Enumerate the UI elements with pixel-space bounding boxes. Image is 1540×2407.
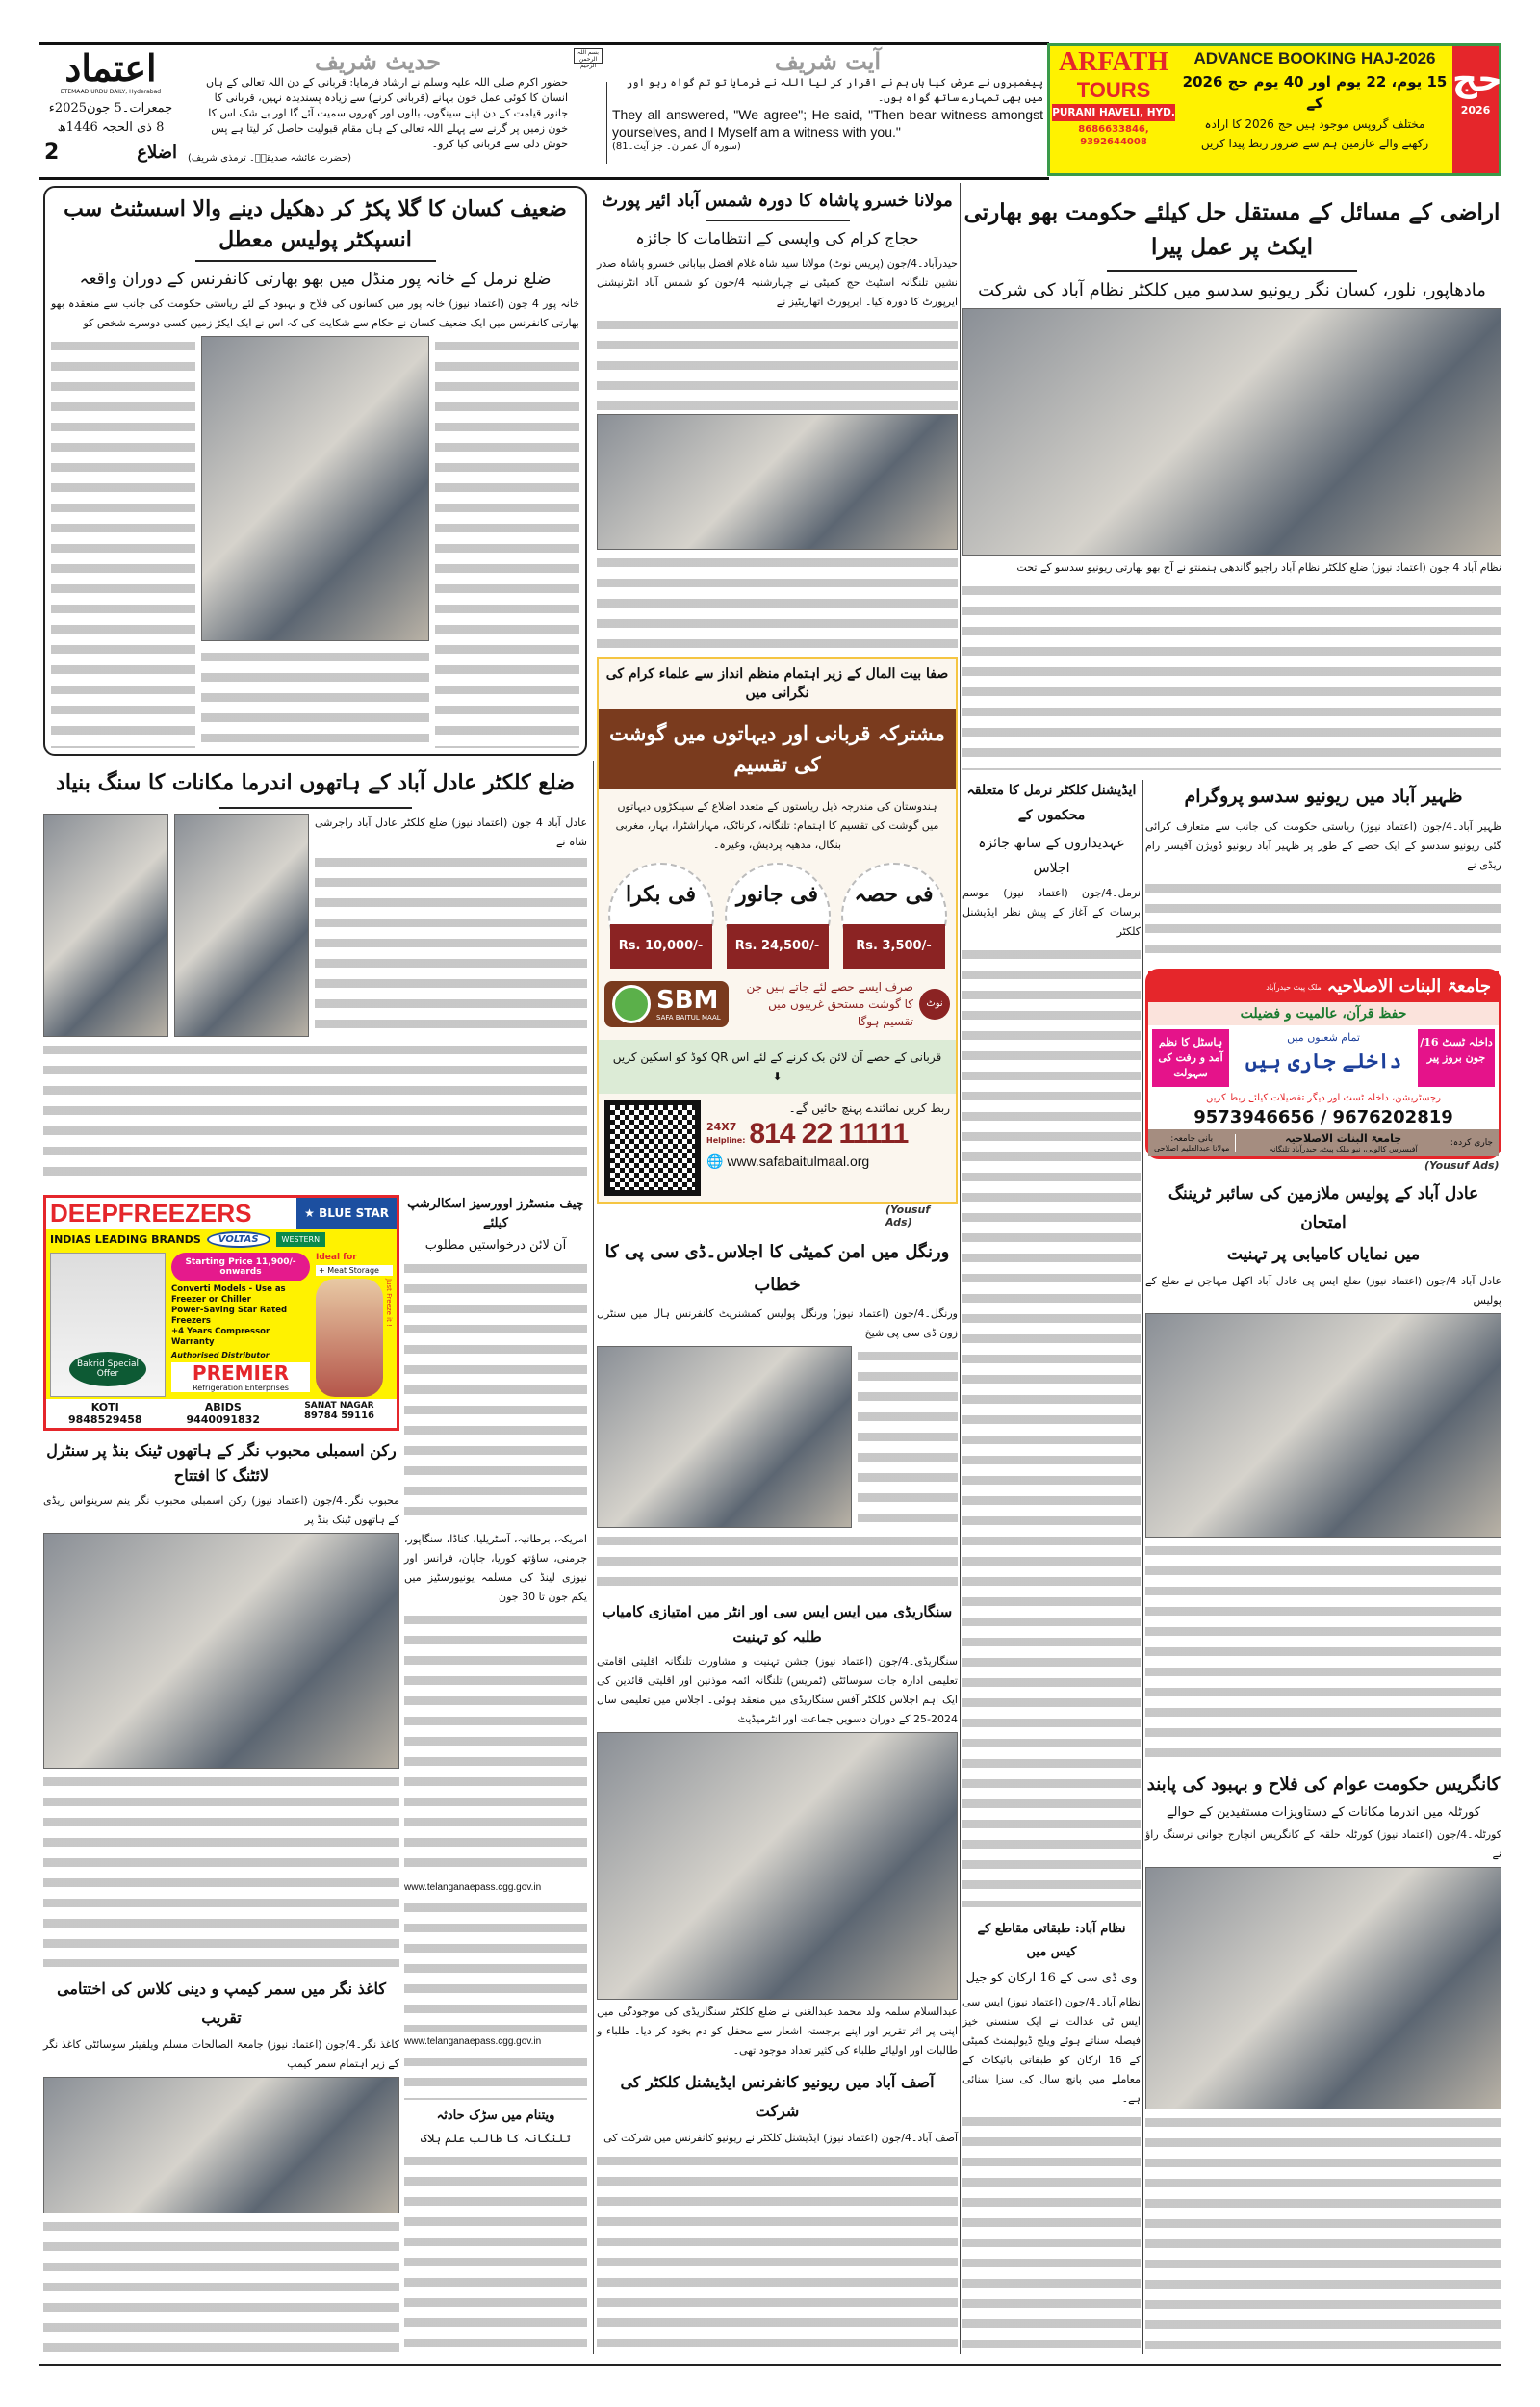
- founder-label: بانی جامعہ:: [1170, 1133, 1214, 1144]
- subheadline: کورٹلہ میں اندرما مکانات کے دستاویزات مستفیدین کے حوالے: [1166, 1805, 1481, 1820]
- feature-list: [171, 1284, 310, 1348]
- price-value: Rs. 10,000/-: [610, 924, 712, 969]
- story-lead: سنگاریڈی۔4/جون (اعتماد نیوز) جشن تہنیت و مشاورت تلنگانہ اقلیتی اقامتی تعلیمی ادارہ جات سوسائٹی (ٹمریس) تلنگانہ ائمہ موذنین اور اقلیتی قائدین کی ایک اہم اجلاس کلکٹر آفس سنگاریڈی میں منعقد ہوئی۔ اجلاس میں تعلیمی سال 2024-25 کے دوران دسویں جماعت اور انٹرمیڈیٹ: [597, 1654, 958, 1725]
- story-photo: [1145, 1313, 1502, 1538]
- issued-by-label: جاری کردہ:: [1450, 1138, 1493, 1148]
- story-asifabad: [597, 2068, 958, 2352]
- subheadline: عہدیداروں کے ساتھ جائزہ اجلاس: [978, 836, 1125, 876]
- subheadline: تلنگانہ کا طالب علم ہلاک: [421, 2131, 571, 2145]
- issuer-address: آفیسرس کالونی، نیو ملک پیٹ، حیدرآباد تلنگانہ: [1269, 1145, 1418, 1153]
- ad-line: 15 یوم، 22 یوم اور 40 یوم حج 2026 کے: [1182, 73, 1448, 112]
- story-kaghaznagar: [43, 1975, 399, 2352]
- ayat-box: [612, 48, 1043, 154]
- story-body: [201, 647, 429, 748]
- story-lead: حیدرآباد۔4/جون (پریس نوٹ) مولانا سید شاہ غلام افضل بیابانی خسرو پاشاہ صدر نشین تلنگانہ اسٹیٹ حج کمیٹی نے چہارشنبہ 4/جون کو شمس آباد انٹرنیشنل ایرپورٹ کا دورہ کیا۔ ایرپورٹ اتھاریٹیز نے: [597, 257, 958, 308]
- header-bottom-rule: [38, 177, 1049, 180]
- globe-icon: 🌐: [706, 1153, 724, 1170]
- story-photo: [174, 814, 309, 1037]
- ad-top-line: صفا بیت المال کے زیر اہتمام منظم انداز سے علماء کرام کی نگرانی میں: [605, 666, 949, 702]
- freezer-image: [50, 1253, 166, 1397]
- ad-credit: (Yousuf Ads): [886, 1204, 931, 1229]
- story-body: [404, 2151, 587, 2352]
- story-body: [435, 336, 579, 748]
- helpline-label: 24X7: [706, 1121, 737, 1134]
- ayat-urdu: پیغمبروں نے عرض کیا ہاں ہم نے اقرار کر لیا اللہ نے فرمایا تو تم گواہ رہو اور میں بھی تمہارے ساتھ گواہ ہوں۔: [626, 76, 1043, 104]
- story-body: [51, 336, 195, 748]
- story-lead: کورٹلہ۔4/جون (اعتماد نیوز) کورٹلہ حلقہ کے کانگریس انچارج جوانی نرسنگ راؤ نے: [1145, 1828, 1502, 1860]
- ad-banner: مشترکہ قربانی اور دیہاتوں میں گوشت کی تقسیم: [599, 709, 956, 789]
- date-hijri: 8 ذی الحجہ 1446ھ: [57, 120, 165, 135]
- story-body: [43, 1772, 399, 1967]
- story-body: [858, 1346, 958, 1528]
- ad-title: جامعۃ البنات الاصلاحیہ: [1326, 976, 1491, 996]
- divider: [195, 260, 436, 262]
- issuer: جامعۃ البنات الاصلاحیہ: [1285, 1132, 1402, 1145]
- ad-brand: ARFATH: [1058, 47, 1169, 77]
- price-circle: [841, 863, 947, 969]
- story-lead: محبوب نگر۔4/جون (اعتماد نیوز) رکن اسمبلی محبوب نگر ینم سرینواس ریڈی کے ہاتھوں ٹینک بنڈ پر: [43, 1494, 400, 1526]
- divider: [1107, 270, 1357, 272]
- ad-note: صرف ایسے حصے لئے جاتے ہیں جن کا گوشت مستحق غریبوں میں تقسیم ہوگا: [746, 980, 913, 1029]
- headline: کانگریس حکومت عوام کی فلاح و بہبود کی پابند: [1146, 1774, 1501, 1795]
- admissions-open: داخلے جاری ہیں: [1245, 1048, 1402, 1073]
- arfath-tours-ad[interactable]: [1047, 43, 1502, 176]
- price-circle: [608, 863, 714, 969]
- headline: ضعیف کسان کا گلا پکڑ کر دھکیل دینے والا اسسٹنٹ سب انسپکٹر پولیس معطل: [64, 196, 567, 252]
- link[interactable]: www.telanganaepass.cgg.gov.in: [404, 1882, 542, 1894]
- story-body: [1145, 2112, 1502, 2353]
- branch-name: ABIDS: [204, 1401, 242, 1413]
- story-photo: [43, 814, 168, 1037]
- date-gregorian: جمعرات۔5 جون2025ء: [48, 101, 173, 116]
- hadith-source: (حضرت عائشہ صدیقہؓ۔ ترمذی شریف): [188, 153, 352, 164]
- story-photo: [597, 414, 958, 551]
- ad-title: DEEPFREEZERS: [50, 1199, 252, 1228]
- story-lead: نرمل۔4/جون (اعتماد نیوز) موسم برسات کے آغاز کے پیش نظر ایڈیشنل کلکٹر: [962, 887, 1141, 938]
- headline: رکن اسمبلی محبوب نگر کے ہاتھوں ٹینک بنڈ پر سنٹرل لائٹنگ کا افتتاح: [46, 1441, 397, 1485]
- ayat-source: (سورہ آل عمران۔ جز آیت۔81): [612, 142, 741, 152]
- story-body: [404, 1898, 587, 2032]
- story-zaheerabad: [1145, 778, 1502, 961]
- hadith-box: [188, 48, 568, 166]
- story-lead: عادل آباد 4 جون (اعتماد نیوز) ضلع کلکٹر عادل آباد راجرشی شاہ نے: [315, 816, 588, 848]
- branch-name: KOTI: [90, 1401, 119, 1413]
- headline: آصف آباد میں ریونیو کانفرنس ایڈیشنل کلکٹر کی شرکت: [620, 2073, 935, 2121]
- haj-badge-year: 2026: [1460, 104, 1491, 116]
- headline: ایڈیشنل کلکٹر نرمل کا متعلقہ محکموں کے: [966, 783, 1137, 823]
- voltas-logo: VOLTAS: [207, 1231, 270, 1248]
- logo: اعتماد: [64, 46, 157, 90]
- all-departments: تمام شعبوں میں: [1287, 1031, 1360, 1044]
- story-khusro-pasha: [597, 188, 958, 649]
- story-adilabad-houses: [43, 764, 587, 1187]
- story-photo: [43, 1533, 399, 1769]
- feature-item: +4 Years Compressor Warranty: [171, 1327, 270, 1347]
- middle-column: [597, 188, 958, 2352]
- story-photo: [43, 2077, 399, 2214]
- ideal-for: Ideal for: [316, 1253, 357, 1262]
- headline: نظام آباد: طبقاتی مقاطع کے کیس میں: [977, 1922, 1126, 1959]
- story-warangal: [597, 1236, 958, 1592]
- qr-instruction-text: قربانی کے حصے آن لائن بک کرنے کے لئے اس QR کوڈ کو اسکین کریں: [612, 1050, 942, 1065]
- link[interactable]: www.telanganaepass.cgg.gov.in: [404, 2035, 542, 2047]
- story-body: [1145, 1540, 1502, 1763]
- divider: [219, 807, 412, 809]
- ayat-english: They all answered, "We agree"; He said, "Then bear witness amongst yourselves, and I Myself am a witness with you.": [612, 107, 1043, 140]
- branch: [68, 1401, 142, 1426]
- distributor-label: Authorised Distributor: [171, 1351, 270, 1359]
- story-body: [597, 315, 958, 411]
- story-lead: عادل آباد 4/جون (اعتماد نیوز) ضلع ایس پی عادل آباد اکھل مہاجن نے ضلع کے پولیس: [1145, 1275, 1502, 1307]
- headline: ویتنام میں سڑک حادثہ: [436, 2108, 555, 2123]
- story-body: [43, 1040, 587, 1187]
- qr-instruction: [599, 1040, 956, 1094]
- story-central-lighting: [43, 1438, 399, 1967]
- headline: کاغذ نگر میں سمر کیمپ و دینی کلاس کی اختتامی تقریب: [57, 1979, 386, 2027]
- ad-credit: (Yousuf Ads): [1424, 1159, 1500, 1172]
- story-photo: [201, 336, 429, 641]
- helpline-phone[interactable]: 814 22 11111: [749, 1118, 909, 1151]
- story-scholarship: [404, 1195, 587, 2352]
- starting-price: Starting Price 11,900/- onwards: [171, 1253, 310, 1281]
- price-label: فی حصہ: [854, 882, 934, 908]
- right-column: [962, 188, 1502, 2352]
- story-lead: کاغذ نگر۔4/جون (اعتماد نیوز) جامعۃ الصالحات مسلم ویلفیئر سوسائٹی کاغذ نگر کے زیر اہتمام سمر کیمپ: [43, 2037, 400, 2070]
- admission-test: داخلہ ٹسٹ 16/ جون بروز پیر: [1418, 1029, 1495, 1087]
- sbm-emblem-icon: [612, 985, 651, 1023]
- story-lead: نظام آباد۔4/جون (اعتماد نیوز) ایس سی ایس ٹی عدالت نے ایک سنسنی خیز فیصلہ سناتے ہوئے ویلج ڈیولپمنٹ کمیٹی کے 16 ارکان کو طبقاتی بائیکاٹ کے معاملے میں پانچ سال کی سزا سنائی ہے۔: [962, 1996, 1141, 2105]
- footer-rule: [38, 2364, 1502, 2366]
- story-photo: [962, 308, 1502, 556]
- company-name: PREMIER: [192, 1361, 290, 1385]
- founder: مولانا عبدالعلیم اصلاحی: [1154, 1143, 1230, 1152]
- story-lead: ورنگل۔4/جون (اعتماد نیوز) ورنگل پولیس کمشنریٹ کانفرنس ہال میں سنٹرل زون ڈی سی پی شیخ: [597, 1307, 958, 1340]
- hadith-title: حدیث شریف: [315, 47, 441, 75]
- branch: [186, 1401, 260, 1426]
- branch: [304, 1401, 374, 1426]
- story-photo: [1145, 1867, 1502, 2109]
- story-lead: نظام آباد 4 جون (اعتماد نیوز) ضلع کلکٹر نظام آباد راجیو گاندھی ہنمنتو نے آج بھو بھارتی ریونیو سدسو کے تحت: [1016, 561, 1502, 575]
- story-bhu-bharati: [962, 188, 1502, 770]
- story-additional-collector: [962, 778, 1141, 2352]
- subheadline: ضلع نرمل کے خانہ پور منڈل میں بھو بھارتی کانفرنس کے دوران واقعہ: [79, 270, 552, 289]
- ad-contact: ربط کریں نمائندے پہنچ جائیں گے۔: [788, 1101, 950, 1116]
- headline: سنگاریڈی میں ایس ایس سی اور انٹر میں امتیازی کامیاب طلبہ کو تہنیت: [602, 1602, 953, 1645]
- story-body: [962, 581, 1502, 770]
- story-body: [404, 1258, 587, 1527]
- subheadline: حجاج کرام کی واپسی کے انتظامات کا جائزہ: [635, 229, 919, 247]
- western-logo: WESTERN: [276, 1232, 326, 1247]
- ad-description: ہندوستان کی مندرجہ ذیل ریاستوں کے متعدد اضلاع کے سینکڑوں دیہاتوں میں گوشت کی تقسیم کا اہتمام: تلنگانہ، کرناٹک، مہاراشٹرا، بہار، مغربی بنگال، مدھیہ پردیش، وغیرہ۔: [615, 800, 939, 852]
- feature-item: Converti Models - Use as Freezer or Chiller: [171, 1284, 286, 1305]
- ad-subtitle: INDIAS LEADING BRANDS: [50, 1233, 201, 1246]
- offer-badge: Bakrid Special Offer: [69, 1352, 146, 1386]
- story-photo: [597, 1732, 958, 2000]
- ayat-title: آیت شریف: [774, 47, 882, 75]
- headline: چیف منسٹرز اوورسیز اسکالرشپ کیلئے: [407, 1197, 584, 1230]
- headline: ورنگل میں امن کمیٹی کا اجلاس۔ڈی سی پی کا خطاب: [604, 1242, 950, 1296]
- price-circle: [725, 863, 831, 969]
- meat-image: [316, 1279, 383, 1397]
- story-sangareddy: [597, 1599, 958, 2060]
- jamia-banat-ad[interactable]: [1145, 969, 1502, 1159]
- story-body: [315, 852, 587, 1037]
- story-body: [43, 2216, 399, 2352]
- logo-subtitle: ETEMAAD URDU DAILY, Hyderabad: [60, 89, 162, 95]
- ad-subjects: حفظ قرآن، عالمیت و فضیلت: [1148, 1002, 1499, 1025]
- price-value: Rs. 3,500/-: [843, 924, 945, 969]
- safa-baitul-maal-ad[interactable]: [597, 657, 958, 1204]
- masthead: [38, 48, 183, 166]
- ad-location: ملک پیٹ حیدرآباد: [1266, 982, 1322, 992]
- header-top-rule: [38, 42, 1049, 45]
- haj-badge: [1452, 46, 1502, 173]
- story-body: [962, 2111, 1141, 2352]
- bismillah: بسم اللہ الرحمن الرحیم: [574, 48, 603, 64]
- left-column: [43, 186, 587, 2352]
- price-value: Rs. 24,500/-: [727, 924, 829, 969]
- website-url[interactable]: www.safabaitulmaal.org: [727, 1153, 870, 1170]
- story-congress-welfare: [1145, 1770, 1502, 2352]
- headline: مولانا خسرو پاشاہ کا دورہ شمس آباد ائیر پورٹ: [602, 191, 953, 211]
- subheadline: مادھاپور، نلور، کسان نگر ریونیو سدسو میں کلکٹر نظام آباد کی شرکت: [978, 280, 1486, 300]
- story-body: [404, 2052, 587, 2100]
- helpline-label: Helpline:: [706, 1136, 746, 1146]
- ad-line: مختلف گروپس موجود ہیں حج 2026 کا ارادہ: [1204, 117, 1425, 131]
- qr-code[interactable]: [604, 1100, 701, 1196]
- story-lead: آصف آباد۔4/جون (اعتماد نیوز) ایڈیشنل کلکٹر نے ریونیو کانفرنس میں شرکت کی: [603, 2132, 958, 2145]
- ad-headline: ADVANCE BOOKING HAJ-2026: [1194, 49, 1436, 67]
- star-icon: ★: [304, 1206, 320, 1220]
- ad-address: PURANI HAVELI, HYD.: [1052, 104, 1175, 121]
- story-asi-suspended: [43, 186, 587, 756]
- subheadline: میں نمایاں کامیابی پر تہنیت: [1226, 1245, 1421, 1264]
- ad-line: رکھنے والے عازمین ہم سے ضرور ربط پیدا کریں: [1200, 137, 1429, 150]
- subheadline: وی ڈی سی کے 16 ارکان کو جیل: [965, 1971, 1138, 1985]
- story-body: [597, 1531, 958, 1592]
- brand-name: BLUE STAR: [319, 1206, 389, 1220]
- subheadline: آن لائن درخواستیں مطلوب: [424, 1238, 567, 1253]
- story-cyber-training: [1145, 1179, 1502, 1762]
- section-name: اضلاع: [137, 142, 177, 163]
- company-sub: Refrigeration Enterprises: [192, 1384, 289, 1392]
- tagline: Just Freeze it !: [385, 1279, 393, 1327]
- branch-name: SANAT NAGAR: [304, 1401, 374, 1411]
- headline: اراضی کے مسائل کے مستقل حل کیلئے حکومت بھو بھارتی ایکٹ پر عمل پیرا: [963, 199, 1501, 260]
- story-body: [597, 553, 958, 649]
- column-divider: [1142, 780, 1143, 2354]
- ad-phones[interactable]: 9573946656 / 9676202819: [1194, 1107, 1453, 1127]
- story-body: [1145, 878, 1502, 961]
- divider: [606, 82, 607, 164]
- ad-phones: 8686633846, 9392644008: [1078, 124, 1149, 147]
- column-divider: [960, 183, 961, 2354]
- headline: ظہیر آباد میں ریونیو سدسو پروگرام: [1184, 786, 1463, 807]
- arrow-down-icon: ⬇: [772, 1070, 783, 1084]
- divider: [706, 220, 850, 221]
- column-divider: [593, 761, 594, 2354]
- sbm-logo-sub: SAFA BAITUL MAAL: [656, 1014, 721, 1022]
- story-body: [962, 945, 1141, 1907]
- headline: ضلع کلکٹر عادل آباد کے ہاتھوں اندرما مکانات کا سنگ بنیاد: [56, 770, 575, 795]
- meat-storage: + Meat Storage: [316, 1265, 393, 1276]
- page-number: 2: [44, 141, 60, 165]
- ad-brand-sub: TOURS: [1076, 78, 1151, 102]
- branches: [46, 1399, 397, 1428]
- story-body: [404, 1610, 587, 1878]
- story-lead: امریکہ، برطانیہ، آسٹریلیا، کناڈا، سنگاپور، جرمنی، ساؤتھ کوریا، جاپان، فرانس اور نیوزی لینڈ کی مسلمہ یونیورسٹیز میں یکم جون تا 30 جون: [404, 1533, 587, 1604]
- hostel-facility: ہاسٹل کا نظم آمد و رفت کی سہولت: [1152, 1029, 1229, 1087]
- feature-item: Power-Saving Star Rated Freezers: [171, 1306, 288, 1326]
- sbm-logo: [604, 981, 729, 1027]
- headline: عادل آباد کے پولیس ملازمین کی سائبر ٹریننگ امتحان: [1168, 1184, 1479, 1232]
- bluestar-logo: [296, 1198, 397, 1229]
- website-link[interactable]: [706, 1152, 950, 1171]
- branch-phone[interactable]: 89784 59116: [303, 1411, 374, 1421]
- story-body: [597, 2151, 958, 2352]
- story-lead: خانہ پور 4 جون (اعتماد نیوز) خانہ پور میں کسانوں کی فلاح و بہبود کے لئے ریاستی حکومت کی جانب سے منعقدہ بھو بھارتی کانفرنس میں ایک ضعیف کسان نے حکام سے شکایت کی کہ اس نے ایک ایکڑ زمین کسی دوسرے شخص کو: [51, 298, 579, 329]
- hadith-text: حضور اکرم صلی اللہ علیہ وسلم نے ارشاد فرمایا: قربانی کے دن اللہ تعالی کے ہاں انسان کا کوئی عمل خون بہانے (قربانی کرنے) سے زیادہ پسندیدہ نہیں، قربانی کا جانور قیامت کے دن اپنے سینگوں، بالوں اور کھروں سمیت آئے گا اور بے شک اس کا خون زمین پر گرنے سے پہلے اللہ تعالی کے ہاں مقام قبولیت حاصل کر لیتا ہے پس خوش دلی سے قربانی کیا کرو۔: [205, 76, 568, 150]
- story-lead: ظہیر آباد۔4/جون (اعتماد نیوز) ریاستی حکومت کی جانب سے متعارف کرائی گئی ریونیو سدسو کے ایک حصے کے طور پر ظہیر آباد ریونیو ڈویژن آفیسر رام ریڈی نے: [1145, 820, 1502, 871]
- note-badge: نوٹ: [919, 989, 950, 1020]
- story-photo: [597, 1346, 852, 1528]
- story-closing: عبدالسلام سلمہ ولد محمد عبدالغنی نے ضلع کلکٹر سنگاریڈی کی موجودگی میں اپنی پر اثر تقریر اور اپنے برجستہ اشعار سے محفل کو دم بخود کر دیا۔ طلباء و طالبات اور اولیائے طلباء کی کثیر تعداد موجود تھی۔: [597, 2006, 958, 2058]
- branch-phone[interactable]: 9440091832: [186, 1413, 260, 1426]
- branch-phone[interactable]: 9848529458: [67, 1413, 142, 1426]
- haj-badge-text: حج: [1452, 60, 1502, 99]
- registration-info: رجسٹریشن، داخلہ ٹسٹ اور دیگر تفصیلات کیلئے ربط کریں: [1206, 1093, 1441, 1103]
- premier-logo: [171, 1362, 310, 1392]
- deepfreezers-ad[interactable]: [43, 1195, 399, 1431]
- price-label: فی بکرا: [625, 882, 697, 908]
- sbm-logo-text: SBM: [656, 986, 719, 1016]
- price-label: فی جانور: [736, 882, 818, 908]
